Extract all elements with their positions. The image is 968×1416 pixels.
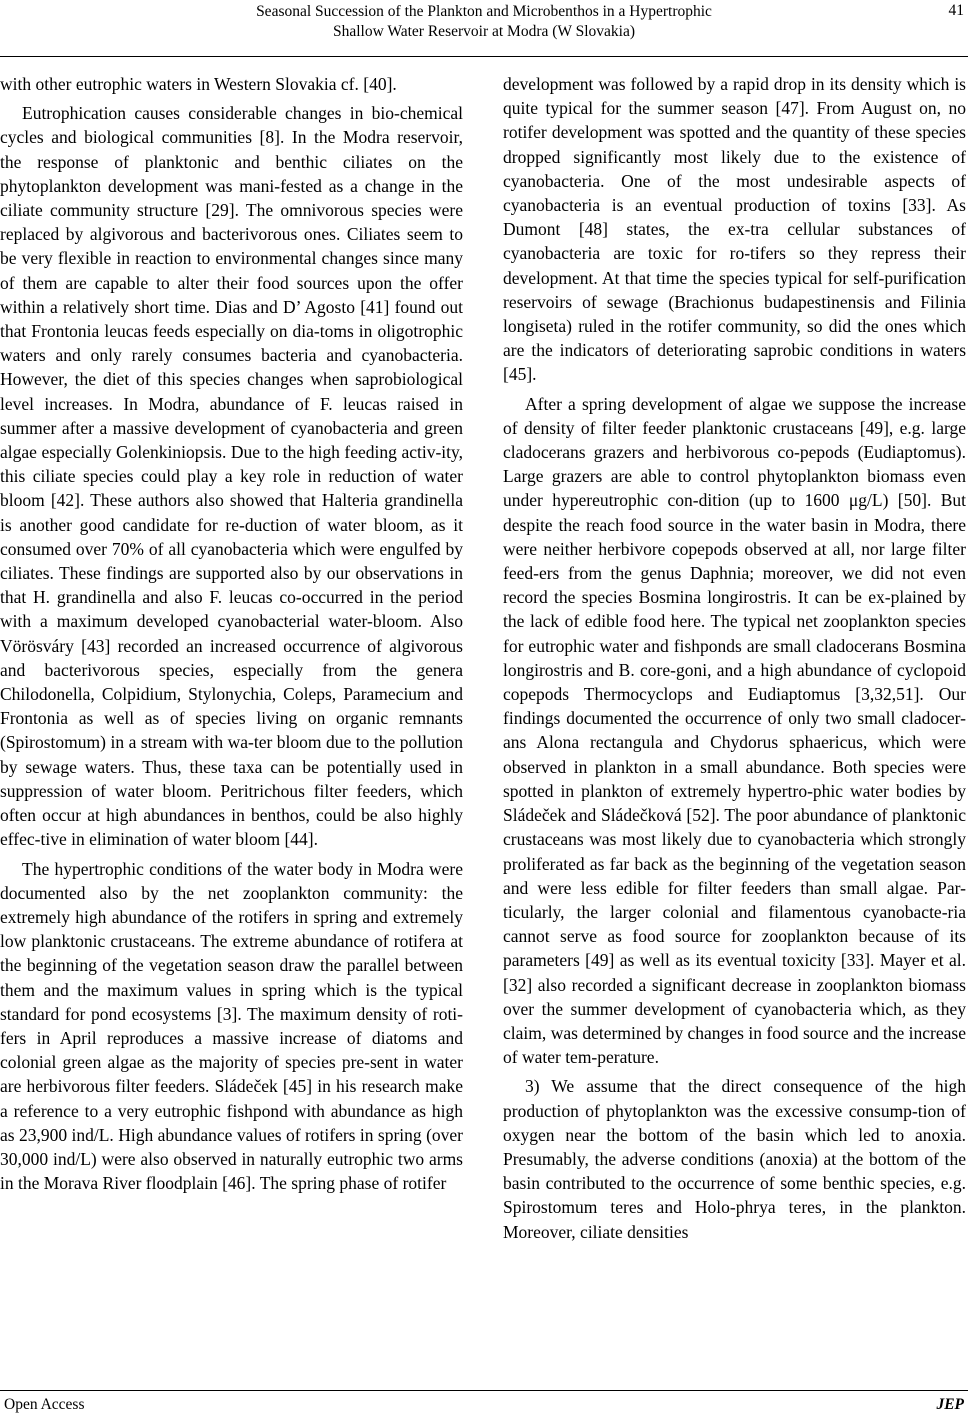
paragraph: 3) We assume that the direct consequence of the high production of phytoplankton was the excessive consump-tion of oxygen near the bottom of the basin which led to anoxia. Presumably, the adverse conditions (anoxia) at the bottom of the basin contributed to the occurrence of some benthic species, e.g. Spirostomum teres and Holo-phrya teres, in the plankton. Moreover, ciliate densities: [503, 1076, 966, 1242]
journal-abbreviation: JEP: [936, 1396, 964, 1413]
right-column: [503, 72, 966, 1244]
running-title-line-2: Shallow Water Reservoir at Modra (W Slovakia): [332, 23, 636, 40]
running-title: [180, 2, 788, 42]
footer-rule: [0, 1390, 968, 1391]
page-header: [0, 0, 968, 60]
paragraph: After a spring development of algae we suppose the increase of density of filter feeder planktonic crustaceans [49], e.g. large cladocerans grazers and herbivorous co-pepods (Eudiaptomus). Large grazers are able to control phytoplankton biomass even under hypereutrophic con-dition (up to 1600 μg/L) [50]. But despite the reach food source in the water basin in Modra, there were neither herbivore copepods observed at all, nor large filter feed-ers from the genus Daphnia; moreover, we did not even record the species Bosmina longirostris. It can be ex-plained by the lack of edible food here. The typical net zooplankton species for eutrophic water and fishponds are small cladocerans Bosmina longirostris and B. core-goni, and a high abundance of cyclopoid copepods Thermocyclops and Eudiaptomus [3,32,51]. Our findings documented the occurrence of only two small cladocer-ans Alona rectangula and Chydorus sphaericus, which were observed in plankton in a small abundance. Both species were spotted in plankton of extremely hypertro-phic water bodies by Sládeček and Sládečková [52]. The poor abundance of planktonic crustaceans was most likely due to cyanobacteria which strongly proliferated as far back as the beginning of the vegetation season and were less edible for filter feeders than small algae. Par-ticularly, the larger colonial and filamentous cyanobacte-ria cannot serve as food source for zooplankton because of its parameters [49] as well as its eventual toxicity [33]. Mayer et al. [32] also recorded a significant decrease in zooplankton biomass over the summer development of cyanobacteria which, as they claim, was determined by changes in food source and the increase of water tem-perature.: [503, 393, 966, 1068]
running-title-line-1: Seasonal Succession of the Plankton and Microbenthos in a Hypertrophic: [256, 3, 712, 20]
paragraph: The hypertrophic conditions of the water body in Modra were documented also by the net zooplankton community: the extremely high abundance of the rotifers in spring and extremely low planktonic crustaceans. The extreme abundance of rotifera at the beginning of the vegetation season draw the parallel between them and the maximum values in spring which is the typical standard for pond ecosystems [3]. The maximum density of roti-fers in April reproduces a massive increase of diatoms and colonial green algae as the majority of species pre-sent in water are herbivorous filter feeders. Sládeček [45] in his research make a reference to a very eutrophic fishpond with abundance as high as 23,900 ind/L. High abundance values of rotifers in spring (over 30,000 ind/L) were also observed in naturally eutrophic two arms in the Morava River floodplain [46]. The spring phase of rotifer: [0, 858, 463, 1194]
page-number: 41: [948, 2, 964, 19]
paragraph: Eutrophication causes considerable changes in bio-chemical cycles and biological communities [8]. In the Modra reservoir, the response of planktonic and benthic ciliates on the phytoplankton development was mani-fested as a change in the ciliate community structure [29]. The omnivorous species were replaced by algivorous and bacterivorous ones. Ciliates seem to be very flexible in reaction to environmental changes since many of them are capable to alter their food sources upon the offer within a relatively short time. Dias and D’ Agosto [41] found out that Frontonia leucas feeds especially on dia-toms in oligotrophic waters and only rarely consumes bacteria and cyanobacteria. However, the diet of this species changes when saprobiological level increases. In Modra, abundance of F. leucas raised in summer after a massive development of cyanobacteria and green algae especially Golenkiniopsis. Due to the high feeding activ-ity, this ciliate species could play a key role in reduction of water bloom [42]. These authors also showed that Halteria grandinella is another good candidate for re-duction of water bloom, as it consumed over 70% of all cyanobacteria which were engulfed by ciliates. These findings are supported also by our observations in that H. grandinella and also F. leucas co-occurred in the period with a maximum developed cyanobacterial water-bloom. Also Vörösváry [43] recorded an increased occurrence of algivorous and bacterivorous species, especially from the genera Chilodonella, Colpidium, Stylonychia, Coleps, Paramecium and Frontonia as well as of species living on organic remnants (Spirostomum) in a stream with wa-ter bloom due to the pollution by sewage waters. Thus, these taxa can be potentially used in suppression of water bloom. Peritrichous filter feeders, which often occur at high abundances in benthos, could be also highly effec-tive in elimination of water bloom [44].: [0, 103, 463, 850]
open-access-label: Open Access: [4, 1396, 85, 1413]
left-column: [0, 72, 463, 1195]
paragraph: development was followed by a rapid drop in its density which is quite typical for the summer season [47]. From August on, no rotifer development was spotted and the quantity of these species dropped significantly most likely due to the existence of cyanobacteria. One of the most undesirable aspects of cyanobacteria is an eventual production of toxins [33]. As Dumont [48] states, the ex-tra cellular substances of cyanobacteria are toxic for ro-tifers so they repress their development. At that time the species typical for self-purification reservoirs of sewage (Brachionus budapestinensis and Filinia longiseta) ruled in the rotifer community, so did the ones which are the indicators of deteriorating saprobic conditions in waters [45].: [503, 74, 966, 385]
header-rule: [0, 56, 968, 57]
page-footer: [0, 1392, 968, 1416]
paragraph: with other eutrophic waters in Western Slovakia cf. [40].: [0, 74, 397, 94]
